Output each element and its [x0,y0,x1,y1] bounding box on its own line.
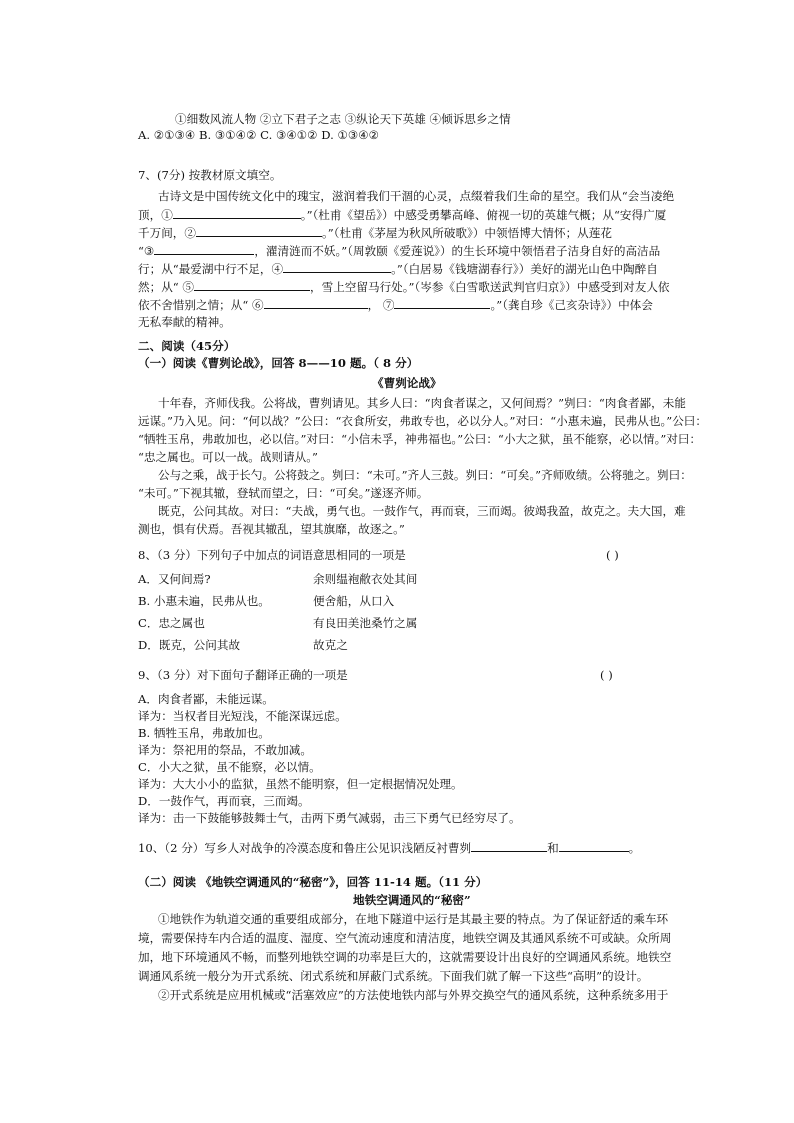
q7-para-line: 无私奉献的精神。 [138,315,231,329]
q6-options-line: ①细数风流人物 ②立下君子之志 ③纵论天下英雄 ④倾诉思乡之情 [175,112,511,126]
q7-para-line [138,224,612,241]
q10-text: 。 [628,841,641,855]
reading-part1-header: （一）阅读《曹刿论战》，回答 8——10 题。（ 8 分） [138,356,419,370]
reading-section-header: 二、阅读（45分） [138,339,236,353]
q9-line: C．小大之狱，虽不能察，必以情。 [138,760,321,774]
q7-blank-1[interactable] [173,206,301,219]
classical-text-line: 十年春，齐师伐我。公将战，曹刿请见。其乡人曰：“肉食者谋之，又何间焉？”刿曰：“肉食者鄙，未能 [158,396,686,410]
q7-text: 行；从“最爱湖中行不足，④ [138,262,284,276]
q8-answer-paren[interactable]: ( ) [606,548,619,562]
q7-para-line [138,242,660,259]
q9-line: 译为：击一下鼓能够鼓舞士气，击两下勇气减弱，击三下勇气已经穷尽了。 [138,811,521,825]
part2-text-line: 加，地下环境通风不畅，而整列地铁空调的功率是巨大的，这就需要设计出良好的空调通风系统。地铁空 [138,950,672,964]
q7-para-line [138,206,666,223]
q7-blank-2[interactable] [196,224,322,237]
q8-option-a-left: A．又何间焉? [138,572,211,586]
q7-blank-3[interactable] [154,242,254,255]
q10-text: 10、（2 分）写乡人对战争的冷漠态度和鲁庄公见识浅陋反衬曹刿 [138,841,472,855]
part2-text-line: 调通风系统一般分为开式系统、闭式系统和屏蔽门式系统。下面我们就了解一下这些“高明”的设计。 [138,969,649,983]
q10-text: 和 [547,841,559,855]
classical-text-line: “未可。”下视其辙，登轼而望之，曰：“可矣。”遂逐齐师。 [138,486,429,500]
q7-text: 。”（龚自珍《己亥杂诗》）中体会 [490,298,653,312]
q8-option-d-left: D．既克，公问其故 [138,638,241,652]
part2-title: 地铁空调通风的“秘密” [353,893,471,907]
q7-text: ，雪上空留马行处。”（岑参《白雪歌送武判官归京》）中感受到对友人依 [310,280,670,294]
q7-text: ， ⑦ [367,298,395,312]
classical-text-line: “忠之属也。可以一战。战则请从。” [138,450,318,464]
q8-header: 8、（3 分）下列句子中加点的词语意思相同的一项是 [138,548,406,562]
part2-text-line: 境，需要保持车内合适的温度、湿度、空气流动速度和清洁度，地铁空调及其通风系统不可或缺。众所周 [138,931,672,945]
q9-line: A．肉食者鄙，未能远谋。 [138,692,274,706]
q10-blank-2[interactable] [559,839,629,852]
q7-para-line [138,260,658,277]
q6-choices: A. ②①③④ B. ③①④② C. ③④①② D. ①③④② [138,128,380,142]
reading-title: 《曹刿论战》 [372,376,442,390]
q7-text: 千万间，② [138,226,196,240]
q7-header: 7、(7分) 按教材原文填空。 [138,168,282,182]
q7-para-line [138,278,670,295]
classical-text-line: “牺牲玉帛，弗敢加也，必以信。”对曰：“小信未孚，神弗福也。”公曰：“小大之狱，虽不能察，必以情。”对曰： [138,432,702,446]
q9-line: 译为：当权者目光短浅，不能深谋远虑。 [138,709,347,723]
q7-blank-4[interactable] [283,260,391,273]
q7-blank-7[interactable] [394,296,490,309]
q8-option-c-left: C．忠之属也 [138,616,205,630]
q8-option-b-left: B. 小惠未遍，民弗从也。 [138,594,270,608]
classical-text-line: 公与之乘，战于长勺。公将鼓之。刿曰：“未可。”齐人三鼓。刿曰：“可矣。”齐师败绩。公将驰之。刿曰： [158,468,692,482]
q7-blank-6[interactable] [264,296,368,309]
q7-text: 。”（白居易《钱塘湖春行》）美好的湖光山色中陶醉自 [391,262,658,276]
part2-text-line: ②开式系统是应用机械或“活塞效应”的方法使地铁内部与外界交换空气的通风系统，这种系统多用于 [158,988,669,1002]
q9-header: 9、（3 分）对下面句子翻译正确的一项是 [138,668,348,682]
classical-text-line: 远谋。”乃入见。问：“何以战？”公曰：“衣食所安，弗敢专也，必以分人。”对曰：“小惠未遍，民弗从也。”公曰： [138,414,707,428]
q9-line: D．一鼓作气，再而衰，三而竭。 [138,794,310,808]
q7-text: 依不舍惜别之情；从“ ⑥ [138,298,264,312]
part2-text-line: ①地铁作为轨道交通的重要组成部分，在地下隧道中运行是其最主要的特点。为了保证舒适的乘车环 [158,912,669,926]
part2-header: （二）阅读 《地铁空调通风的“秘密”》，回答 11-14 题。（11 分） [138,875,488,889]
q7-text: 。”（杜甫《望岳》）中感受勇攀高峰、俯视一切的英雄气概；从“安得广厦 [300,208,667,222]
q7-para-line [138,296,653,313]
q9-line: 译为：祭祀用的祭品，不敢加减。 [138,743,312,757]
q9-line: 译为：大大小小的监狱，虽然不能明察，但一定根据情况处理。 [138,777,463,791]
q10-blank-1[interactable] [471,839,547,852]
q9-line: B. 牺牲玉帛，弗敢加也。 [138,726,270,740]
q7-text: ，濯清涟而不妖。”（周敦颐《爱莲说》）的生长环境中领悟君子洁身自好的高洁品 [254,244,661,258]
q8-option-b-right: 便舍船，从口入 [313,594,395,608]
q7-text: “③ [138,244,155,258]
q8-option-a-right: 余则缊袍敝衣处其间 [313,572,418,586]
classical-text-line: 既克，公问其故。对曰：“夫战，勇气也。一鼓作气，再而衰，三而竭。彼竭我盈，故克之。夫大国，难 [158,504,686,518]
q10-line [138,839,640,856]
q7-blank-5[interactable] [194,278,310,291]
q7-text: 。”（杜甫《茅屋为秋风所破歌》）中领悟博大情怀；从莲花 [321,226,612,240]
q8-option-d-right: 故克之 [313,638,348,652]
q9-answer-paren[interactable]: ( ) [600,668,613,682]
q7-text: 然；从“ ⑤ [138,280,194,294]
q7-text: 顶，① [138,208,173,222]
classical-text-line: 测也，惧有伏焉。吾视其辙乱，望其旗靡，故逐之。” [138,522,405,536]
q8-option-c-right: 有良田美池桑竹之属 [313,616,418,630]
q7-para-line: 古诗文是中国传统文化中的瑰宝，滋润着我们干涸的心灵，点缀着我们生命的星空。我们从“会当凌绝 [158,189,675,203]
